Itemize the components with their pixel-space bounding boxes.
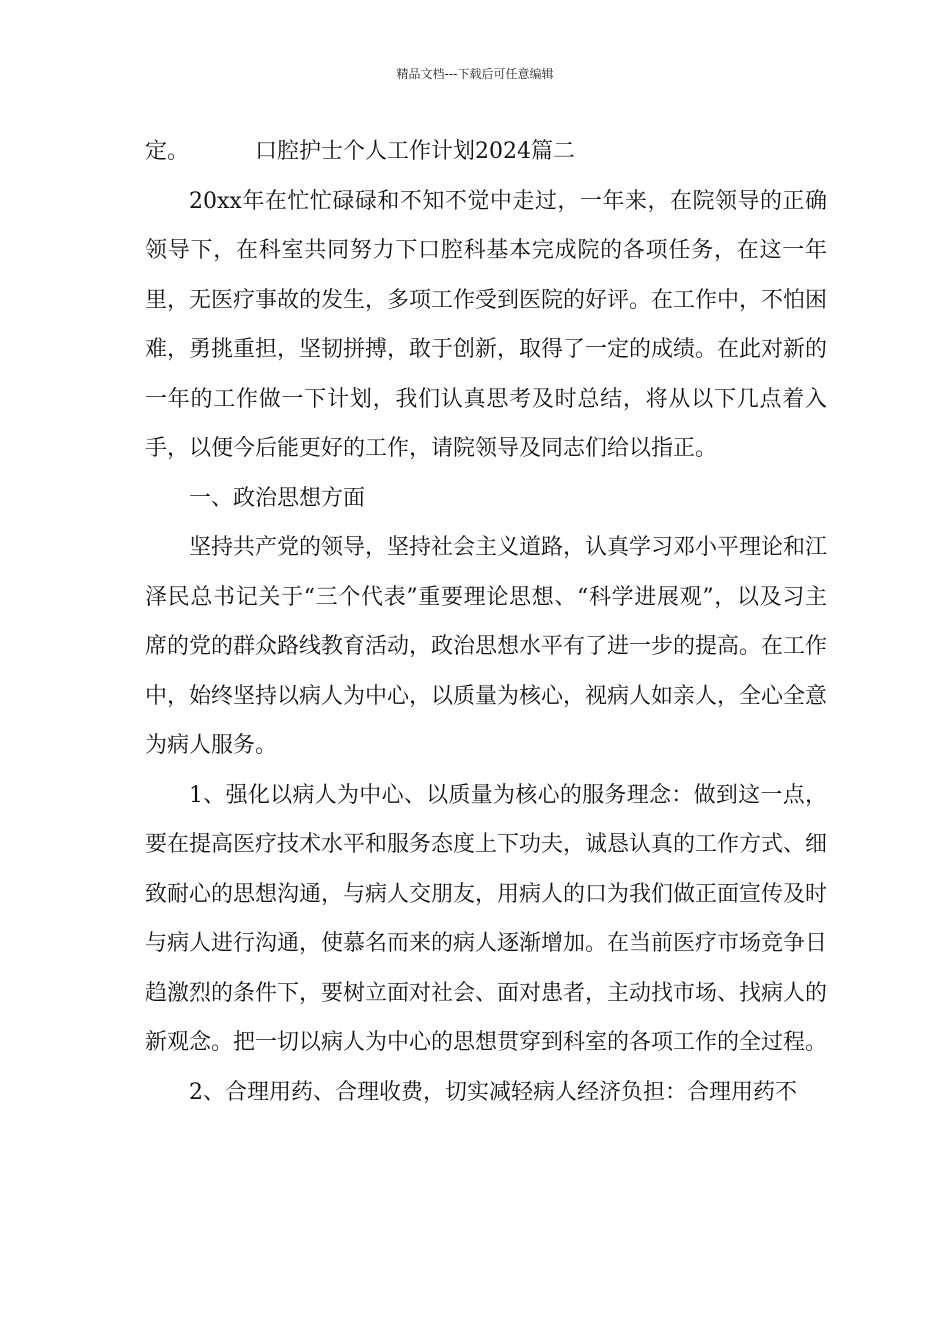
paragraph-item-1: 1、强化以病人为中心、以质量为核心的服务理念：做到这一点，要在提高医疗技术水平和服务态度上下功夫，诚恳认真的工作方式、细致耐心的思想沟通，与病人交朋友，用病人的口为我们做正面宣传及时与病人进行沟通，使慕名而来的病人逐渐增加。在当前医疗市场竞争日趋激烈的条件下，要树立面对社会、面对患者，主动找市场、找病人的新观念。把一切以病人为中心的思想贯穿到科室的各项工作的全过程。 xyxy=(145,782,828,1055)
section-title: 口腔护士个人工作计划2024篇二 xyxy=(255,139,576,164)
title-line xyxy=(145,127,827,177)
paragraph-political: 坚持共产党的领导，坚持社会主义道路，认真学习邓小平理论和江泽民总书记关于“三个代表”重要理论思想、“科学进展观”，以及习主席的党的群众路线教育活动，政治思想水平有了进一步的提高。在工作中，始终坚持以病人为中心，以质量为核心，视病人如亲人，全心全意为病人服务。 xyxy=(145,535,828,758)
paragraph-item-2: 2、合理用药、合理收费，切实减轻病人经济负担：合理用药不 xyxy=(189,1079,797,1105)
carryover-text: 定。 xyxy=(145,139,190,164)
document-body xyxy=(145,127,827,1117)
paragraph-intro: 20xx年在忙忙碌碌和不知不觉中走过，一年来，在院领导的正确领导下，在科室共同努力下口腔科基本完成院的各项任务，在这一年里，无医疗事故的发生，多项工作受到医院的好评。在工作中，不怕困难，勇挑重担，坚韧拼搏，敢于创新，取得了一定的成绩。在此对新的一年的工作做一下计划，我们认真思考及时总结，将从以下几点着入手，以便今后能更好的工作，请院领导及同志们给以指正。 xyxy=(145,188,828,461)
page-header: 精品文档---下载后可任意编辑 xyxy=(396,67,554,81)
heading-political: 一、政治思想方面 xyxy=(189,485,366,511)
